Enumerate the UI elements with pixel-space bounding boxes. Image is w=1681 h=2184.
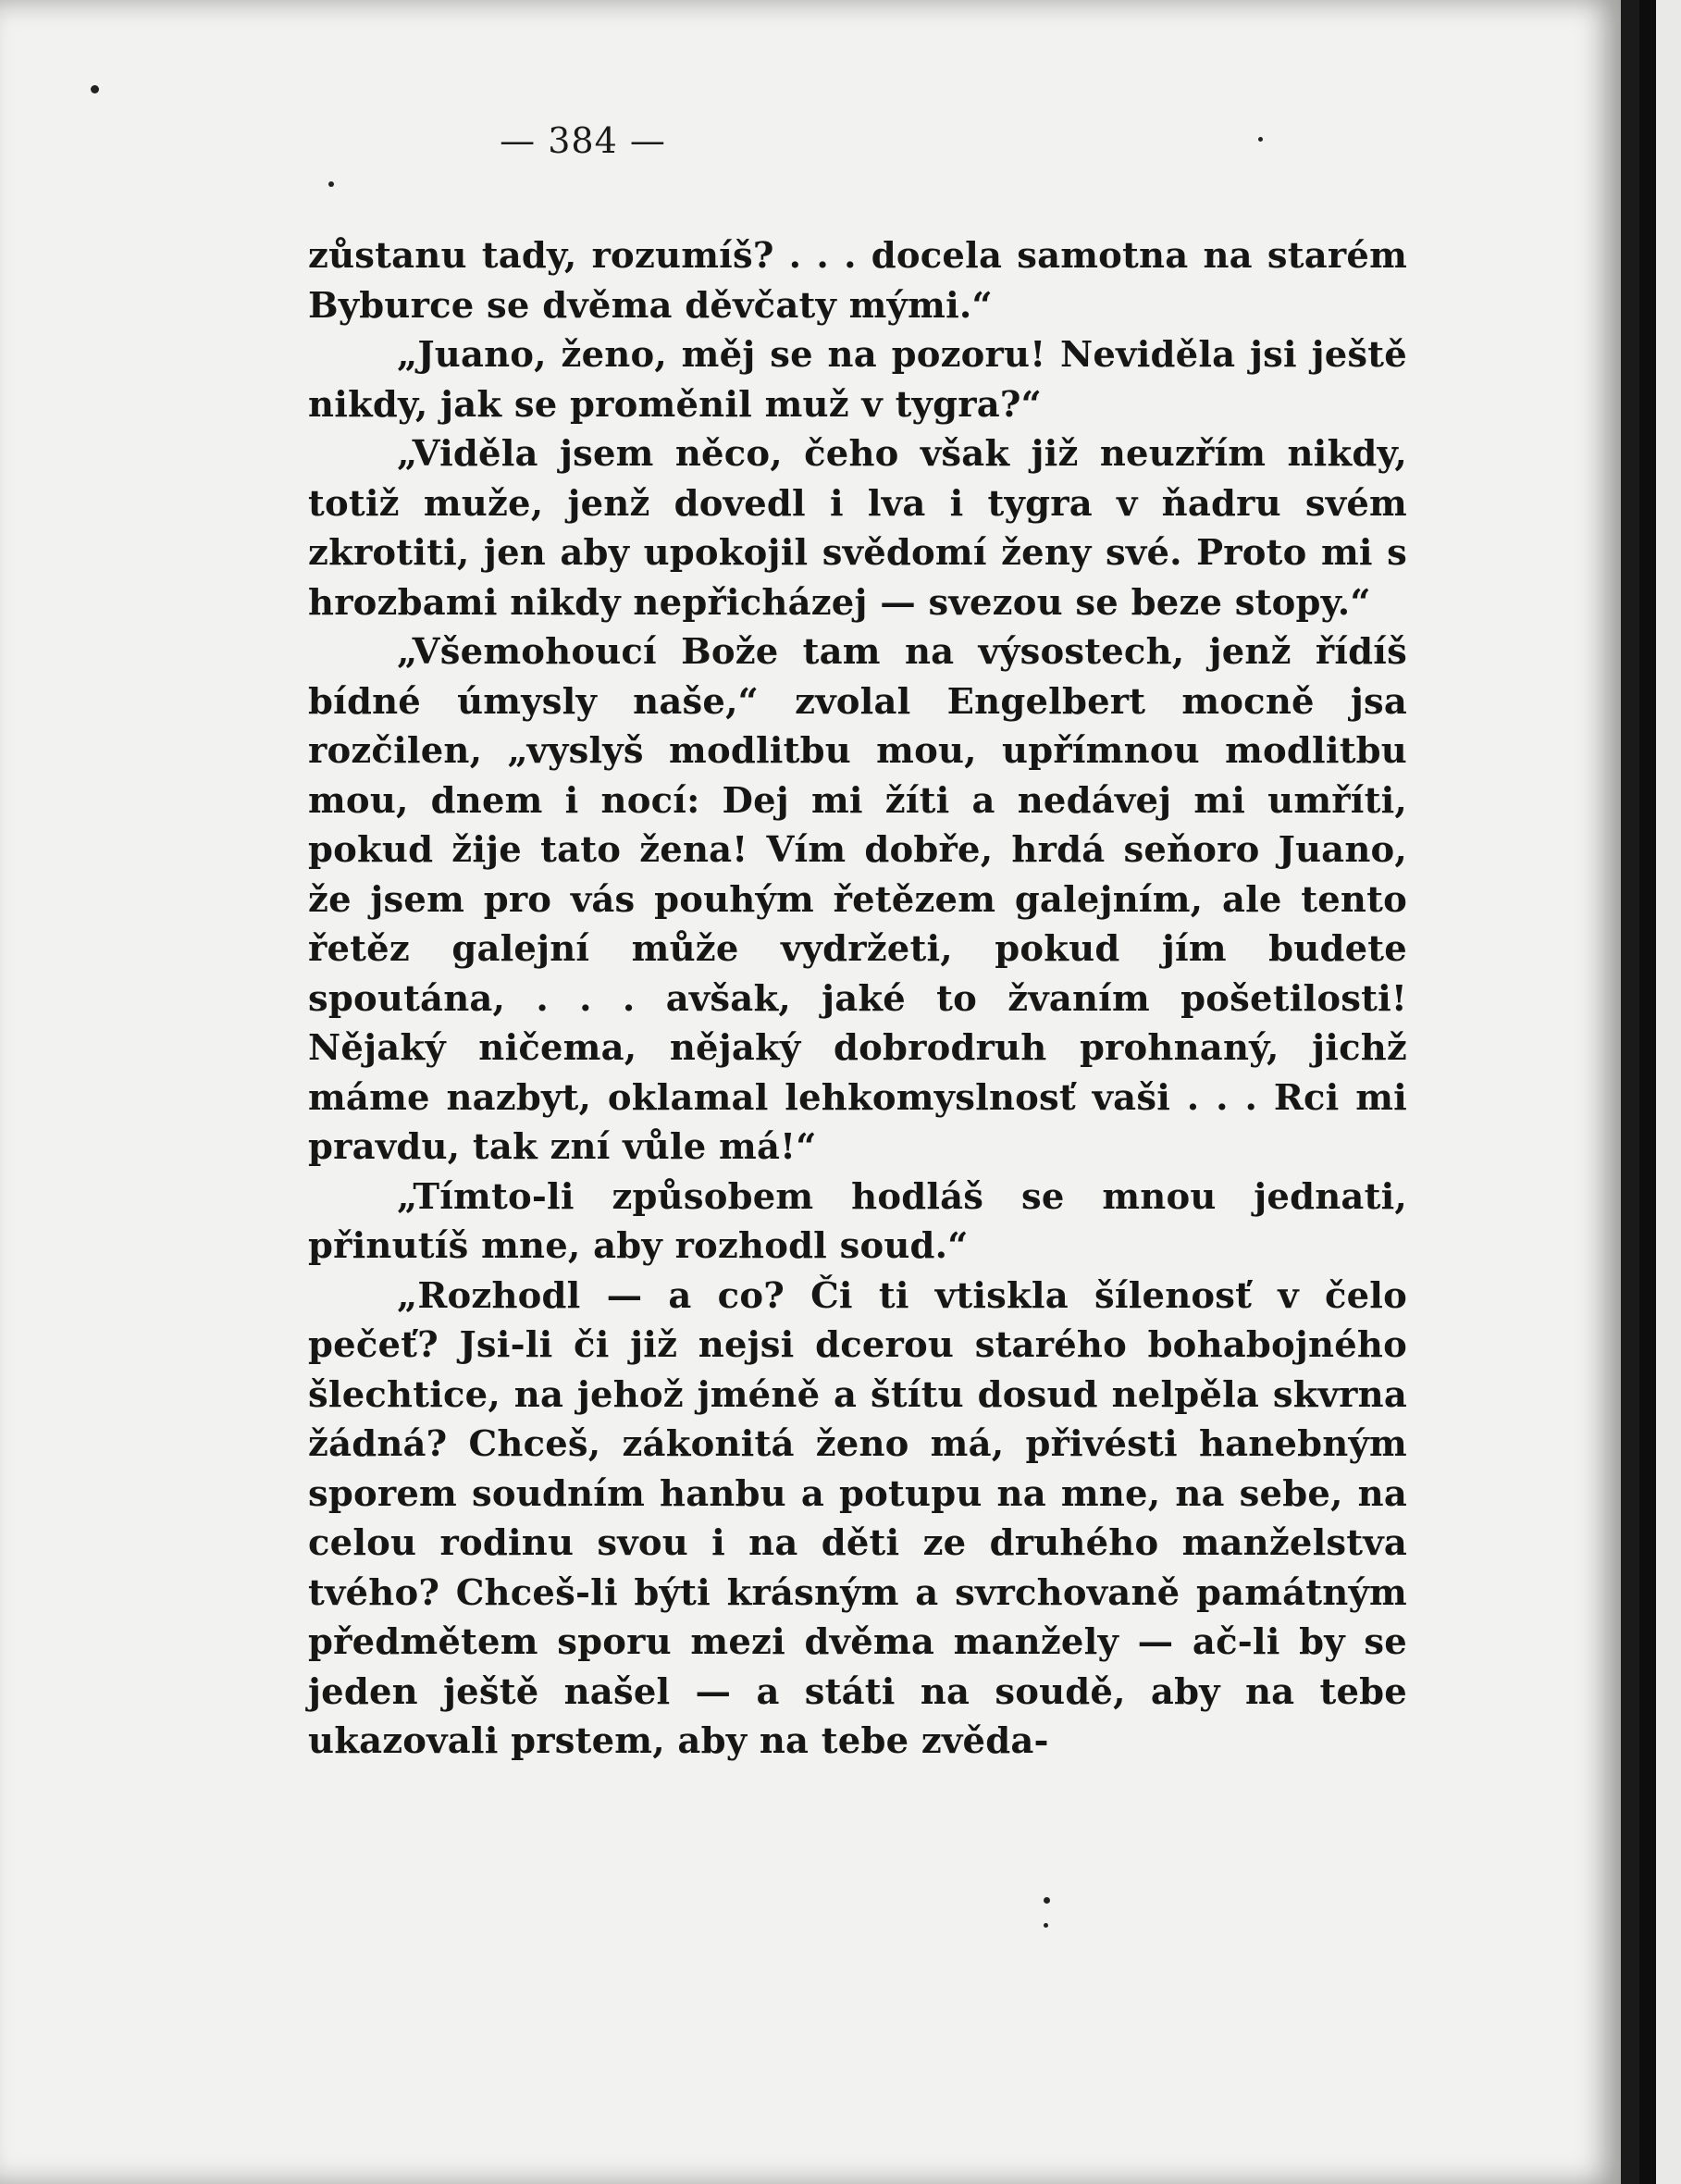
body-text	[308, 231, 1407, 1767]
scan-speck	[328, 181, 334, 187]
paragraph-5: „Tímto-li způsobem hodláš se mnou jednati, přinutíš mne, aby rozhodl soud.“	[308, 1175, 1407, 1267]
paragraph-2: „Juano, ženo, měj se na pozoru! Neviděla jsi ještě nikdy, jak se proměnil muž v tygra?“	[308, 334, 1407, 426]
scan-speck	[91, 85, 99, 93]
page-edge-shadow	[1621, 0, 1639, 2184]
scan-speck	[1044, 1923, 1048, 1928]
paragraph-4: „Všemohoucí Bože tam na výsostech, jenž řídíš bídné úmysly naše,“ zvolal Engelbert mocně jsa rozčilen, „vyslyš modlitbu mou, upřímnou modlitbu mou, dnem i nocí: Dej mi žíti a nedávej mi umříti, pokud žije tato žena! Vím dobře, hrdá seňoro Juano, že jsem pro vás pouhým řetězem galejním, ale tento řetěz galejní může vydržeti, pokud jím budete spoutána, . . . avšak, jaké to žvaním pošetilosti! Nějaký ničema, nějaký dobrodruh prohnaný, jichž máme nazbyt, oklamal lehkomyslnosť vaši . . . Rci mi pravdu, tak zní vůle má!“	[308, 631, 1407, 1168]
paragraph-1: zůstanu tady, rozumíš? . . . docela samotna na starém Byburce se dvěma děvčaty mými.“	[308, 235, 1407, 327]
paragraph-3: „Viděla jsem něco, čeho však již neuzřím nikdy, totiž muže, jenž dovedl i lva i tygra v ňadru svém zkrotiti, jen aby upokojil svědomí ženy své. Proto mi s hrozbami nikdy nepřicházej — svezou se beze stopy.“	[308, 433, 1407, 624]
scan-speck	[1044, 1897, 1050, 1904]
scan-speck	[1258, 137, 1263, 142]
paragraph-6: „Rozhodl — a co? Či ti vtiskla šílenosť v čelo pečeť? Jsi-li či již nejsi dcerou starého bohabojného šlechtice, na jehož jméně a štítu dosud nelpěla skvrna žádná? Chceš, zákonitá ženo má, přivésti hanebným sporem soudním hanbu a potupu na mne, na sebe, na celou rodinu svou i na děti ze druhého manželstva tvého? Chceš-li býti krásným a svrchovaně památným předmětem sporu mezi dvěma manžely — ač-li by se jeden ještě našel — a státi na soudě, aby na tebe ukazovali prstem, aby na tebe zvěda-	[308, 1274, 1407, 1762]
page-number: — 384 —	[500, 120, 666, 161]
facing-page-strip	[1656, 0, 1681, 2184]
